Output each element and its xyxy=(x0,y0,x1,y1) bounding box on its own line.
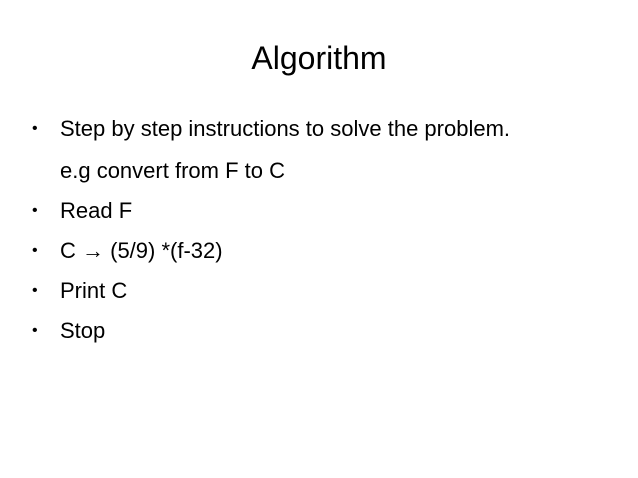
bullet-item-stop xyxy=(32,312,622,350)
bullet-item-formula xyxy=(32,232,622,270)
bullet-text: Read F xyxy=(60,198,133,223)
bullet-marker: • xyxy=(32,282,38,299)
bullet-marker: • xyxy=(32,120,38,137)
bullet-text: Print C xyxy=(60,278,128,303)
bullet-marker: • xyxy=(32,322,38,339)
slide-title: Algorithm xyxy=(251,40,387,76)
bullet-item-read xyxy=(32,192,622,230)
bullet-text: C → (5/9) *(f-32) xyxy=(60,238,223,263)
bullet-text-continuation: e.g convert from F to C xyxy=(60,158,285,183)
bullet-item-print xyxy=(32,272,622,310)
bullet-item-instructions xyxy=(32,110,622,190)
bullet-marker: • xyxy=(32,242,38,259)
bullet-marker: • xyxy=(32,202,38,219)
bullet-list xyxy=(32,110,622,352)
bullet-text: Stop xyxy=(60,318,106,343)
bullet-text: Step by step instructions to solve the problem. xyxy=(60,116,511,141)
